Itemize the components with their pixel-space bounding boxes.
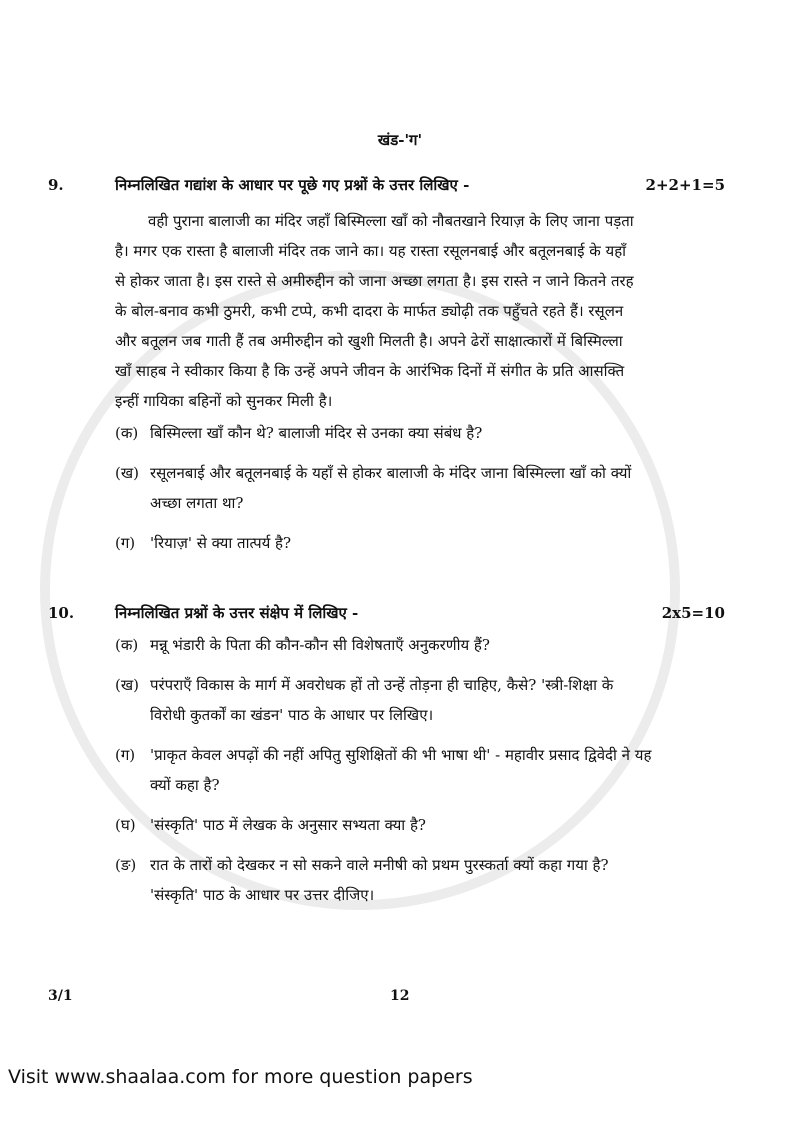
- sub-question: [115, 422, 725, 452]
- question-block: [48, 174, 725, 562]
- sub-question-text: 'संस्कृति' पाठ के आधार पर उत्तर दीजिए।: [150, 886, 375, 904]
- paper-code: 3/1: [48, 988, 73, 1004]
- passage-line: खाँ साहब ने स्वीकार किया है कि उन्हें अपने जीवन के आरंभिक दिनों में संगीत के प्रति आसक्ति: [115, 362, 625, 380]
- passage: [115, 210, 725, 412]
- sub-question-lines: [150, 854, 609, 914]
- passage-line: के बोल-बनाव कभी ठुमरी, कभी टप्पे, कभी दादरा के मार्फत ड्योढ़ी तक पहुँचते रहते हैं। रसूलन: [115, 302, 624, 320]
- sub-question-text: रात के तारों को देखकर न सो सकने वाले मनीषी को प्रथम पुरस्कर्ता क्यों कहा गया है?: [150, 856, 609, 874]
- sub-question-label: (ग): [115, 534, 136, 552]
- question-header: [48, 174, 725, 196]
- sub-question-lines: [150, 674, 613, 734]
- question-prompt: निम्नलिखित गद्यांश के आधार पर पूछे गए प्रश्नों के उत्तर लिखिए -: [115, 176, 470, 194]
- sub-question-text: मन्नू भंडारी के पिता की कौन-कौन सी विशेषताएँ अनुकरणीय हैं?: [150, 636, 490, 654]
- sub-question: [115, 814, 725, 844]
- sub-question-label: (ख): [115, 464, 139, 482]
- sub-question: [115, 854, 725, 914]
- sub-question: [115, 462, 725, 522]
- sub-question-text: 'संस्कृति' पाठ में लेखक के अनुसार सभ्यता क्या है?: [150, 816, 426, 834]
- question-prompt: निम्नलिखित प्रश्नों के उत्तर संक्षेप में लिखिए -: [115, 604, 359, 622]
- question-header: [48, 602, 725, 624]
- passage-line: और बतूलन जब गाती हैं तब अमीरुद्दीन को खुशी मिलती है। अपने ढेरों साक्षात्कारों में बिस्मिल्ला: [115, 332, 623, 350]
- passage-line: है। मगर एक रास्ता है बालाजी मंदिर तक जाने का। यह रास्ता रसूलनबाई और बतूलनबाई के यहाँ: [115, 242, 627, 260]
- page-number: 12: [390, 988, 410, 1004]
- site-footer-link[interactable]: Visit www.shaalaa.com for more question papers: [8, 1066, 473, 1088]
- sub-question-lines: [150, 814, 426, 844]
- passage-line: वही पुराना बालाजी का मंदिर जहाँ बिस्मिल्ला खाँ को नौबतखाने रियाज़ के लिए जाना पड़ता: [148, 212, 634, 230]
- sub-question-text: बिस्मिल्ला खाँ कौन थे? बालाजी मंदिर से उनका क्या संबंध है?: [150, 424, 483, 442]
- sub-question-lines: [150, 422, 482, 452]
- sub-question-label: (घ): [115, 816, 136, 834]
- sub-question-lines: [150, 744, 651, 804]
- sub-question-text: रसूलनबाई और बतूलनबाई के यहाँ से होकर बालाजी के मंदिर जाना बिस्मिल्ला खाँ को क्यों: [150, 464, 632, 482]
- sub-question: [115, 634, 725, 664]
- question-marks: 2x5=10: [661, 604, 725, 622]
- sub-question: [115, 674, 725, 734]
- question-marks: 2+2+1=5: [645, 176, 725, 194]
- sub-question-text: 'प्राकृत केवल अपढ़ों की नहीं अपितु सुशिक्षितों की भी भाषा थी' - महावीर प्रसाद द्विवेदी ने यह: [150, 746, 652, 764]
- passage-line: से होकर जाता है। इस रास्ते से अमीरुद्दीन को जाना अच्छा लगता है। इस रास्ते न जाने कितने तरह: [115, 272, 634, 290]
- sub-question-text: परंपराएँ विकास के मार्ग में अवरोधक हों तो उन्हें तोड़ना ही चाहिए, कैसे? 'स्त्री-शिक्षा के: [150, 676, 614, 694]
- sub-question-text: क्यों कहा है?: [150, 776, 220, 794]
- sub-question-lines: [150, 532, 291, 562]
- sub-question: [115, 744, 725, 804]
- sub-question-lines: [150, 634, 490, 664]
- passage-line: इन्हीं गायिका बहिनों को सुनकर मिली है।: [115, 392, 333, 410]
- section-title: खंड-'ग': [377, 131, 423, 149]
- question-number: 9.: [48, 176, 64, 194]
- question-block: [48, 602, 725, 914]
- sub-question-label: (ख): [115, 676, 139, 694]
- sub-question-label: (क): [115, 636, 139, 654]
- question-content: [48, 174, 725, 914]
- sub-question-label: (ग): [115, 746, 136, 764]
- sub-question-label: (ङ): [115, 856, 137, 874]
- sub-question-text: अच्छा लगता था?: [150, 494, 244, 512]
- sub-question-lines: [150, 462, 631, 522]
- sub-question-label: (क): [115, 424, 139, 442]
- sub-question-text: 'रियाज़' से क्या तात्पर्य है?: [150, 534, 292, 552]
- sub-question: [115, 532, 725, 562]
- sub-question-text: विरोधी कुतर्कों का खंडन' पाठ के आधार पर लिखिए।: [150, 706, 434, 724]
- question-number: 10.: [48, 604, 75, 622]
